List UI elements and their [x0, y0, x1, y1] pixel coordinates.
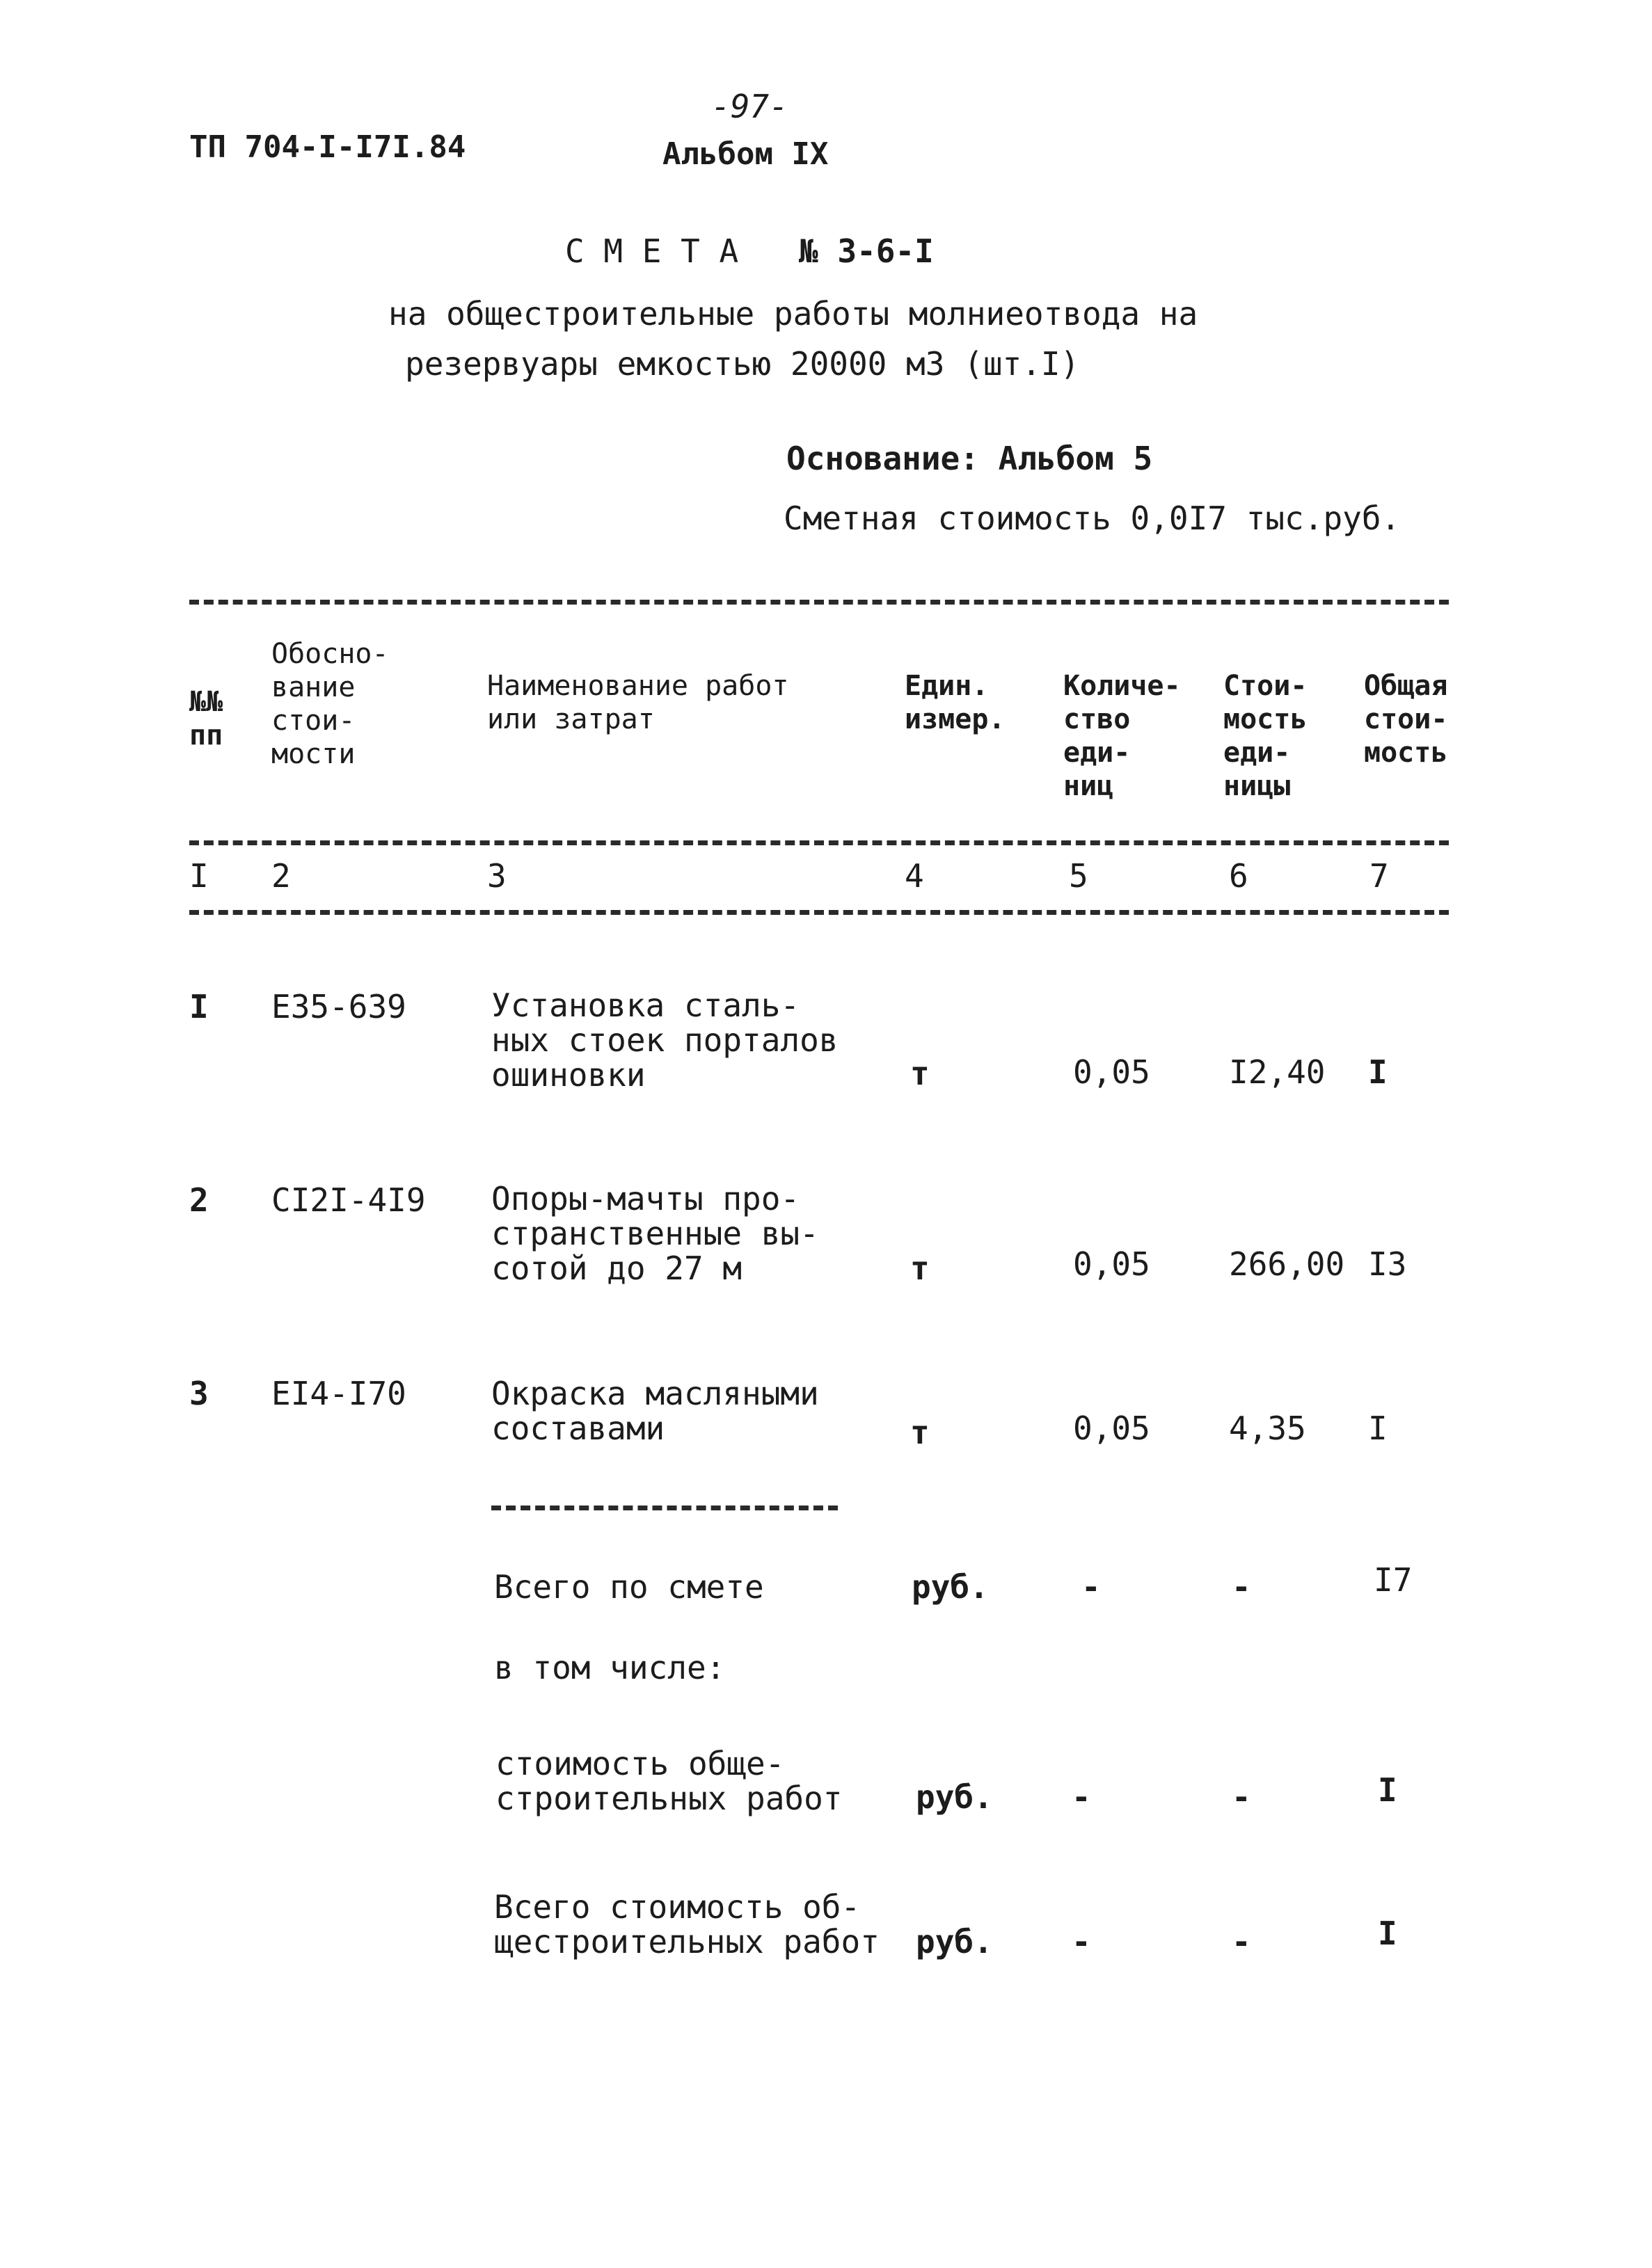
summary-including-label: в том числе:: [494, 1649, 726, 1686]
row-1-number: I: [189, 988, 209, 1025]
header-col-unit-cost: Стои- мость еди- ницы: [1223, 670, 1308, 802]
row-3-number: 3: [189, 1375, 209, 1412]
summary-general-construction-value: I: [1378, 1771, 1397, 1809]
row-3-total: I: [1368, 1409, 1388, 1447]
summary-total-value: I7: [1374, 1561, 1413, 1599]
header-col-total: Общая стои- мость: [1364, 670, 1448, 769]
column-number-4: 4: [905, 857, 924, 895]
summary-separator: [491, 1506, 838, 1510]
row-1-quantity: 0,05: [1073, 1053, 1150, 1091]
summary-general-construction-quantity: -: [1072, 1778, 1091, 1816]
row-1-total: I: [1368, 1053, 1388, 1091]
summary-total-unit-cost: -: [1232, 1568, 1251, 1606]
summary-general-construction-unit: руб.: [916, 1778, 993, 1816]
row-2-unit-cost: 266,00: [1229, 1245, 1345, 1283]
summary-grand-total-unit-cost: -: [1232, 1923, 1251, 1960]
row-2-number: 2: [189, 1181, 209, 1219]
estimate-subtitle-line1: на общестроительные работы молниеотвода на: [388, 295, 1198, 333]
album-label: Альбом IX: [662, 136, 829, 172]
summary-grand-total-label: Всего стоимость об- щестроительных работ: [494, 1888, 880, 1960]
header-col-number: №№ пп: [189, 686, 223, 751]
column-number-6: 6: [1229, 857, 1248, 895]
page-number: -97-: [711, 88, 788, 125]
row-1-name: Установка сталь- ных стоек порталов ошиновки: [491, 987, 839, 1094]
summary-total-unit: руб.: [912, 1568, 989, 1606]
row-3-basis: ЕI4-I70: [271, 1375, 406, 1412]
column-number-3: 3: [487, 857, 507, 895]
summary-grand-total-quantity: -: [1072, 1923, 1091, 1960]
summary-general-construction-label: стоимость обще- строительных работ: [495, 1745, 843, 1817]
estimate-subtitle-line2: резервуары емкостью 20000 м3 (шт.I): [405, 345, 1080, 383]
row-1-unit-cost: I2,40: [1229, 1053, 1326, 1091]
document-code: ТП 704-I-I7I.84: [189, 129, 466, 165]
estimate-heading: С М Е Т А: [565, 232, 739, 270]
column-number-7: 7: [1369, 857, 1389, 895]
column-number-5: 5: [1069, 857, 1088, 895]
row-3-name: Окраска масляными составами: [491, 1375, 819, 1447]
row-1-basis: Е35-639: [271, 988, 406, 1025]
header-col-quantity: Количе- ство еди- ниц: [1063, 670, 1181, 802]
row-2-quantity: 0,05: [1073, 1245, 1150, 1283]
row-2-unit: т: [910, 1249, 930, 1287]
header-col-unit: Един. измер.: [905, 670, 1006, 735]
header-col-name: Наименование работ или затрат: [487, 670, 789, 735]
summary-grand-total-unit: руб.: [916, 1923, 993, 1960]
row-1-unit: т: [910, 1055, 930, 1092]
row-2-total: I3: [1368, 1245, 1407, 1283]
row-2-name: Опоры-мачты про- странственные вы- сотой до 27 м: [491, 1180, 819, 1287]
estimate-basis: Основание: Альбом 5: [786, 440, 1153, 477]
estimate-number: № 3-6-I: [799, 232, 934, 270]
estimate-cost: Сметная стоимость 0,0I7 тыс.руб.: [784, 500, 1401, 537]
row-3-unit-cost: 4,35: [1229, 1409, 1306, 1447]
header-col-basis: Обосно- вание стои- мости: [271, 638, 389, 770]
summary-total-label: Всего по смете: [494, 1568, 764, 1606]
summary-general-construction-unit-cost: -: [1232, 1778, 1251, 1816]
row-3-unit: т: [910, 1414, 930, 1451]
table-rule-numbers-bottom: [189, 910, 1449, 915]
column-number-1: I: [189, 857, 209, 895]
table-rule-header-bottom: [189, 840, 1449, 845]
column-number-2: 2: [271, 857, 291, 895]
summary-grand-total-value: I: [1378, 1915, 1397, 1952]
table-rule-top: [189, 600, 1449, 605]
row-2-basis: СI2I-4I9: [271, 1181, 426, 1219]
summary-total-quantity: -: [1081, 1568, 1101, 1606]
row-3-quantity: 0,05: [1073, 1409, 1150, 1447]
